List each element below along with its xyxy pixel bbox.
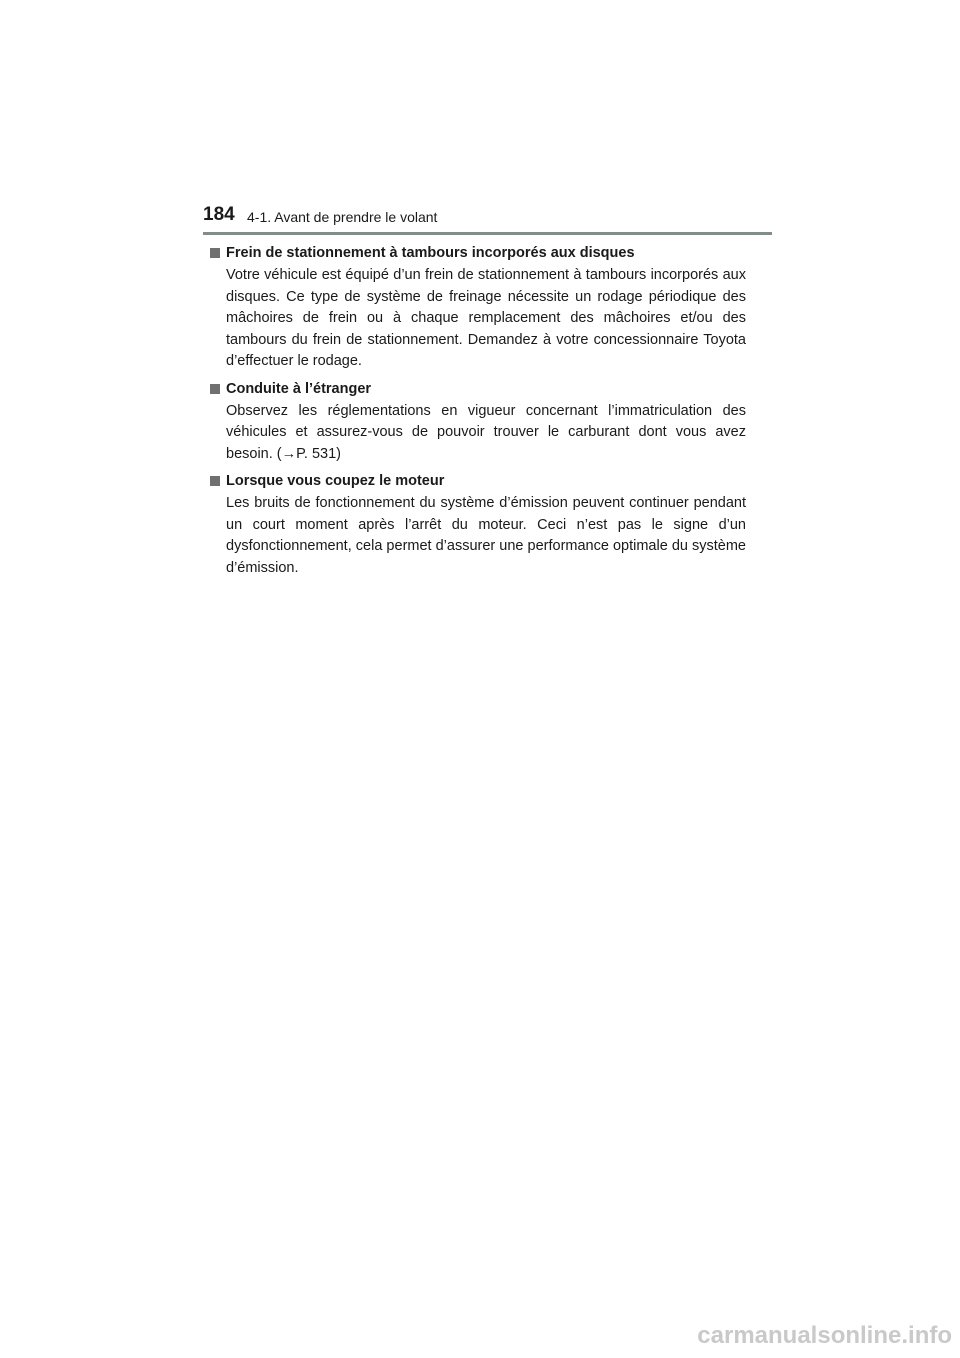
item-body: Observez les réglementations en vigueur concernant l’immatriculation des véhicules et assurez-vous de pouvoir trouver le carburant dont vous avez besoin. (→P. 531) <box>226 402 746 462</box>
list-item <box>210 471 746 579</box>
page-number: 184 <box>203 204 235 225</box>
page-content <box>210 243 746 585</box>
list-item <box>210 379 746 466</box>
header-divider <box>203 232 772 235</box>
square-bullet-icon <box>210 384 220 394</box>
watermark: carmanualsonline.info <box>697 1322 952 1349</box>
square-bullet-icon <box>210 476 220 486</box>
item-heading <box>210 471 746 491</box>
square-bullet-icon <box>210 248 220 258</box>
item-body: Les bruits de fonctionnement du système d’émission peuvent continuer pendant un court moment après l’arrêt du moteur. Ceci n’est pas le signe d’un dysfonctionnement, cela permet d’assurer une performance optimale du système d’émission. <box>226 495 746 576</box>
section-title: 4-1. Avant de prendre le volant <box>247 209 438 225</box>
item-heading <box>210 243 746 263</box>
item-body: Votre véhicule est équipé d’un frein de stationnement à tambours incorporés aux disques. Ce type de système de freinage nécessite un rodage périodique des mâchoires de frein ou à chaque remplacement des mâchoires et/ou des tambours du frein de stationnement. Demandez à votre concessionnaire Toyota d’effectuer le rodage. <box>226 267 746 369</box>
list-item <box>210 243 746 373</box>
item-heading <box>210 379 746 399</box>
item-heading-text: Lorsque vous coupez le moteur <box>226 473 445 489</box>
item-heading-text: Frein de stationnement à tambours incorporés aux disques <box>226 245 635 261</box>
item-heading-text: Conduite à l’étranger <box>226 380 372 397</box>
